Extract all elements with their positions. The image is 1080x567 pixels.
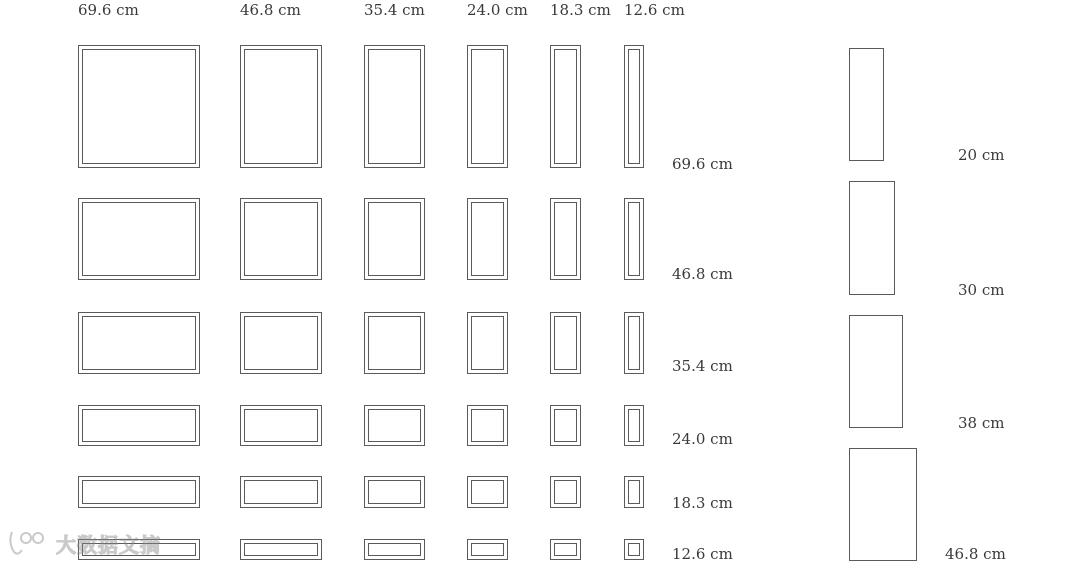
column-labels <box>78 1 685 19</box>
panel-labels <box>945 146 1006 563</box>
frame-inner <box>555 317 577 370</box>
frame-outer <box>365 540 425 560</box>
frame <box>365 313 425 374</box>
frame <box>241 46 322 168</box>
panel-column <box>850 49 917 561</box>
frame <box>365 406 425 446</box>
frame-inner <box>369 544 421 556</box>
frame-inner <box>472 50 504 164</box>
frame <box>625 46 644 168</box>
frame-outer <box>468 406 508 446</box>
frame-inner <box>245 544 318 556</box>
frame-outer <box>241 46 322 168</box>
frame-outer <box>468 46 508 168</box>
frame-outer <box>79 199 200 280</box>
frame <box>551 46 581 168</box>
frame-inner <box>83 481 196 504</box>
frame <box>625 199 644 280</box>
frame <box>365 199 425 280</box>
panel-label: 30 cm <box>958 281 1005 299</box>
frame-inner <box>245 410 318 442</box>
frame-outer <box>79 406 200 446</box>
column-label: 24.0 cm <box>467 1 528 19</box>
frame-inner <box>555 481 577 504</box>
frame-inner <box>555 410 577 442</box>
frame <box>625 477 644 508</box>
frame-inner <box>629 410 640 442</box>
frame <box>551 313 581 374</box>
frame-outer <box>468 313 508 374</box>
frame <box>79 477 200 508</box>
frame-inner <box>555 203 577 276</box>
column-label: 12.6 cm <box>624 1 685 19</box>
panel <box>850 316 903 428</box>
frame <box>625 406 644 446</box>
frame <box>468 46 508 168</box>
panel-label: 20 cm <box>958 146 1005 164</box>
frame-outer <box>79 46 200 168</box>
frame-inner <box>629 50 640 164</box>
panel <box>850 182 895 295</box>
frame-inner <box>629 481 640 504</box>
frame-outer <box>365 477 425 508</box>
row-label: 46.8 cm <box>672 265 733 283</box>
frame <box>79 199 200 280</box>
frame-inner <box>629 317 640 370</box>
frame-inner <box>472 203 504 276</box>
row-labels <box>672 155 733 563</box>
frame-inner <box>472 481 504 504</box>
row-label: 35.4 cm <box>672 357 733 375</box>
column-label: 18.3 cm <box>550 1 611 19</box>
frame-inner <box>369 50 421 164</box>
frame-inner <box>472 410 504 442</box>
frame <box>365 477 425 508</box>
frame <box>79 46 200 168</box>
frame-inner <box>472 317 504 370</box>
frame-outer <box>241 199 322 280</box>
frame-inner <box>245 481 318 504</box>
frame-inner <box>245 203 318 276</box>
row-label: 24.0 cm <box>672 430 733 448</box>
frame-inner <box>369 481 421 504</box>
frame <box>241 199 322 280</box>
frame-inner <box>369 317 421 370</box>
panel <box>850 49 884 161</box>
frame <box>625 313 644 374</box>
frame-outer <box>241 477 322 508</box>
frame-grid <box>79 46 644 560</box>
frame <box>468 406 508 446</box>
frame-outer <box>79 313 200 374</box>
column-label: 46.8 cm <box>240 1 301 19</box>
frame-outer <box>625 46 644 168</box>
frame <box>551 540 581 560</box>
frame-outer <box>365 313 425 374</box>
frame <box>79 406 200 446</box>
frame-inner <box>472 544 504 556</box>
frame-outer <box>365 406 425 446</box>
row-label: 69.6 cm <box>672 155 733 173</box>
frame-inner <box>83 317 196 370</box>
panel <box>850 449 917 561</box>
frame-inner <box>83 410 196 442</box>
frame <box>551 477 581 508</box>
frame-outer <box>625 199 644 280</box>
column-label: 35.4 cm <box>364 1 425 19</box>
frame-outer <box>468 199 508 280</box>
frame <box>241 477 322 508</box>
frame <box>551 406 581 446</box>
frame-inner <box>245 317 318 370</box>
watermark-logo-icon <box>6 528 52 558</box>
frame-inner <box>555 50 577 164</box>
frame-outer <box>79 477 200 508</box>
frame-inner <box>555 544 577 556</box>
frame <box>625 540 644 560</box>
frame <box>468 199 508 280</box>
frame-inner <box>83 50 196 164</box>
frame-outer <box>365 199 425 280</box>
row-label: 18.3 cm <box>672 494 733 512</box>
frame-outer <box>241 406 322 446</box>
frame-inner <box>369 410 421 442</box>
panel-label: 46.8 cm <box>945 545 1006 563</box>
frame-inner <box>369 203 421 276</box>
frame <box>468 540 508 560</box>
frame-outer <box>625 406 644 446</box>
frame-inner <box>83 203 196 276</box>
frame-outer <box>365 46 425 168</box>
row-label: 12.6 cm <box>672 545 733 563</box>
frame-outer <box>468 477 508 508</box>
frame-outer <box>625 313 644 374</box>
frame <box>79 313 200 374</box>
frame <box>468 313 508 374</box>
frame-outer <box>241 313 322 374</box>
frame <box>551 199 581 280</box>
frame-outer <box>468 540 508 560</box>
frame-outer <box>625 540 644 560</box>
frame <box>241 313 322 374</box>
frame <box>365 540 425 560</box>
frame-inner <box>629 544 640 556</box>
frame-outer <box>241 540 322 560</box>
frame-inner <box>629 203 640 276</box>
panel-label: 38 cm <box>958 414 1005 432</box>
frame <box>365 46 425 168</box>
frame-outer <box>625 477 644 508</box>
watermark-text: 大数据文摘 <box>56 532 161 557</box>
frame <box>468 477 508 508</box>
frame <box>241 406 322 446</box>
frame-inner <box>245 50 318 164</box>
column-label: 69.6 cm <box>78 1 139 19</box>
frame <box>241 540 322 560</box>
watermark <box>6 526 161 560</box>
